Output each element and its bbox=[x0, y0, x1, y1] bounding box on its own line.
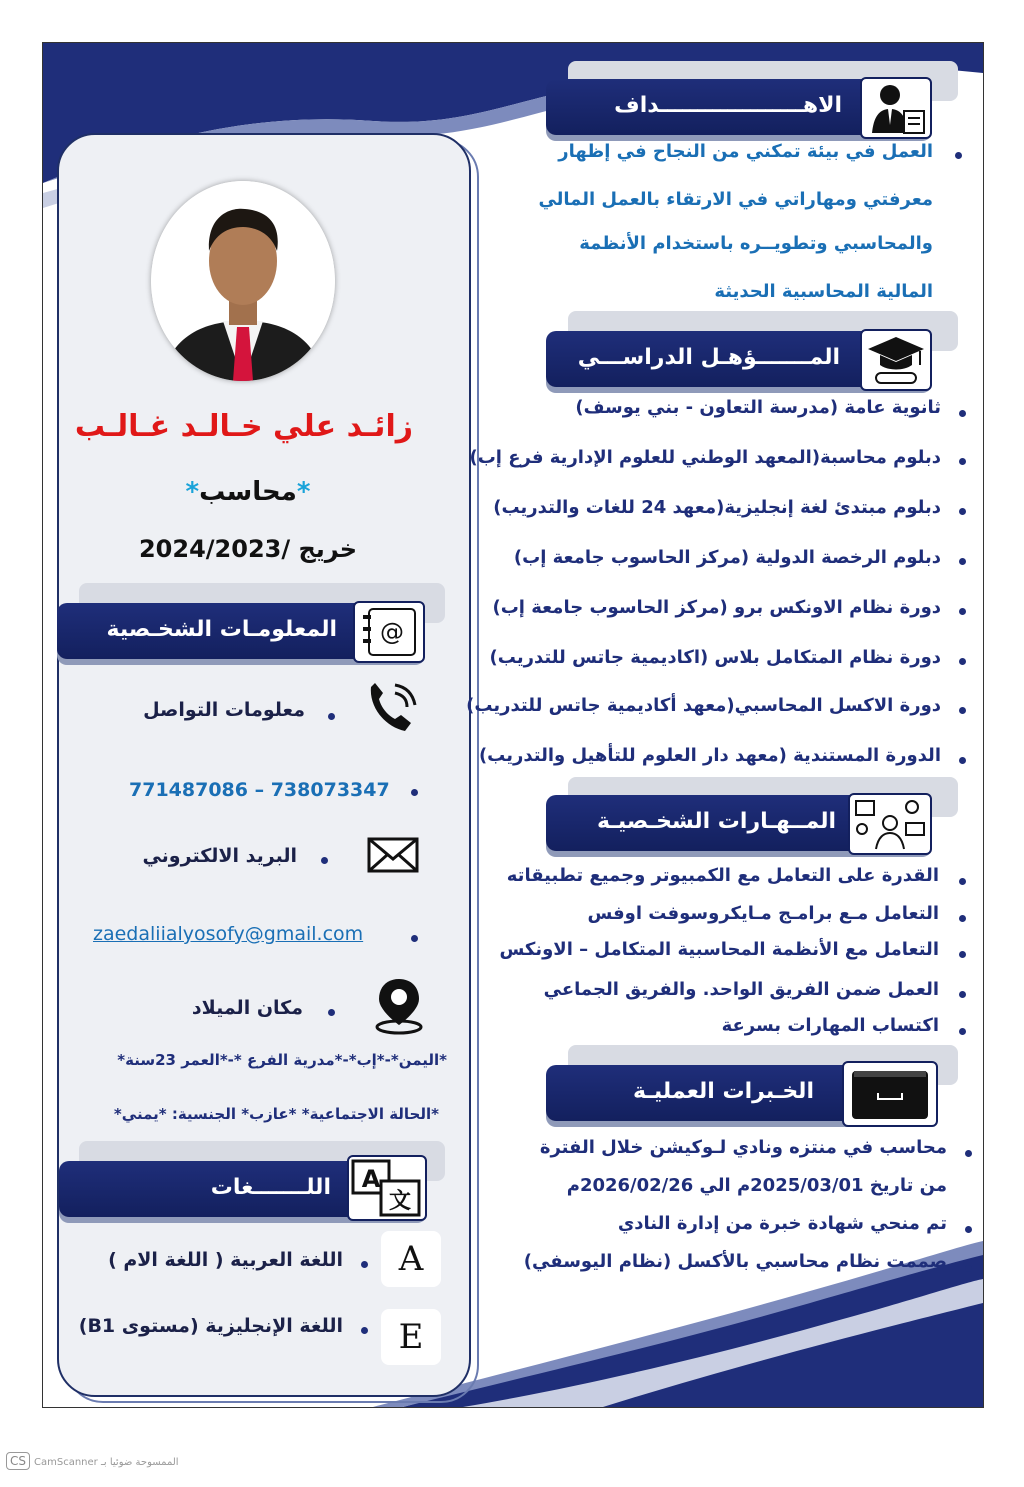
job-title-text: محاسب bbox=[199, 477, 297, 507]
translate-icon bbox=[347, 1155, 427, 1221]
phone-bullet bbox=[411, 789, 418, 796]
contact-label: معلومات التواصل bbox=[143, 699, 305, 721]
birthplace-bullet bbox=[328, 1009, 335, 1016]
location-pin-icon bbox=[371, 975, 427, 1035]
team-skills-icon bbox=[848, 793, 932, 855]
education-bullet bbox=[959, 757, 966, 764]
experience-heading: الخـبرات العمليـة bbox=[633, 1079, 814, 1104]
objectives-heading: الاهـــــــــــــــــــداف bbox=[614, 93, 842, 118]
education-bullet bbox=[959, 558, 966, 565]
skills-heading: المــهـارات الشخـصيـة bbox=[597, 809, 836, 834]
english-letter-icon: E bbox=[381, 1309, 441, 1365]
skill-item: العمل ضمن الفريق الواحد. والفريق الجماعي bbox=[543, 979, 939, 1000]
education-item: ثانوية عامة (مدرسة التعاون - بني يوسف) bbox=[575, 397, 941, 418]
personal-info-heading: المعلومـات الشخـصية bbox=[106, 617, 337, 642]
experience-banner bbox=[546, 1065, 932, 1121]
objectives-banner bbox=[546, 79, 932, 135]
businessman-icon bbox=[860, 77, 932, 139]
language-english: اللغة الإنجليزية (مستوى B1) bbox=[78, 1315, 343, 1337]
education-bullet bbox=[959, 707, 966, 714]
language-bullet bbox=[361, 1261, 368, 1268]
email-label: البريد الالكتروني bbox=[142, 845, 297, 867]
experience-bullet bbox=[965, 1226, 972, 1233]
job-star-right: * bbox=[185, 477, 200, 507]
job-star-left: * bbox=[296, 477, 311, 507]
scanner-text: CamScanner الممسوحة ضوئيا بـ bbox=[34, 1457, 179, 1468]
svg-text:A: A bbox=[361, 1165, 381, 1193]
education-bullet bbox=[959, 658, 966, 665]
experience-item: محاسب في منتزه ونادي لـوكيشن خلال الفترة bbox=[539, 1137, 947, 1158]
education-item: دورة نظام الاونكس برو (مركز الحاسوب جامعة إب) bbox=[492, 597, 941, 618]
skills-banner bbox=[546, 795, 932, 851]
objective-line: معرفتي ومهاراتي في الارتقاء بالعمل المالي bbox=[538, 189, 933, 210]
birthplace-label: مكان الميلاد bbox=[191, 997, 303, 1019]
email-bullet bbox=[411, 935, 418, 942]
arabic-letter-icon: A bbox=[381, 1231, 441, 1287]
svg-text:@: @ bbox=[380, 618, 404, 646]
contact-bullet bbox=[328, 713, 335, 720]
education-banner bbox=[546, 331, 932, 387]
objective-line: والمحاسبي وتطويــره باستخدام الأنظمة bbox=[579, 233, 933, 254]
skill-bullet bbox=[959, 1028, 966, 1035]
cv-page bbox=[42, 42, 984, 1408]
education-item: دورة نظام المتكامل بلاس (اكاديمية جاتس للتدريب) bbox=[489, 647, 941, 668]
envelope-icon bbox=[367, 835, 419, 875]
skill-item: التعامل مع الأنظمة المحاسبية المتكامل – الاونكس bbox=[499, 939, 939, 960]
svg-text:文: 文 bbox=[388, 1189, 412, 1214]
education-item: دبلوم محاسبة(المعهد الوطني للعلوم الإدارية فرع إب) bbox=[469, 447, 941, 468]
person-name: زائـد علي خـالـد غـالـب bbox=[74, 409, 413, 444]
briefcase-icon bbox=[842, 1061, 938, 1127]
education-heading: المـــــــؤهـل الدراســـي bbox=[577, 345, 840, 370]
skill-bullet bbox=[959, 878, 966, 885]
experience-item: صممت نظام محاسبي بالأكسل (نظام اليوسفي) bbox=[523, 1251, 947, 1272]
education-bullet bbox=[959, 410, 966, 417]
education-item: دورة الاكسل المحاسبي(معهد أكاديمية جاتس للتدريب) bbox=[466, 695, 941, 716]
skill-item: التعامل مـع برامـج مـايكروسوفت اوفس bbox=[587, 903, 939, 924]
graduation-year: خريج /2024/2023 bbox=[138, 535, 357, 563]
education-item: الدورة المستندية (معهد دار العلوم للتأهيل والتدريب) bbox=[478, 745, 941, 766]
languages-banner bbox=[59, 1161, 427, 1217]
experience-bullet bbox=[965, 1150, 972, 1157]
personal-info-banner bbox=[57, 603, 425, 659]
skill-item: اكتساب المهارات بسرعة bbox=[721, 1015, 939, 1036]
phone-numbers[interactable]: 771487086 – 738073347 bbox=[129, 779, 390, 801]
languages-heading: اللـــــــغات bbox=[210, 1175, 331, 1200]
birth-details: *اليمن*-*إب*-*مدرية الفرع *-*العمر 23سنة* bbox=[117, 1051, 447, 1069]
graduation-cap-icon bbox=[860, 329, 932, 391]
skill-bullet bbox=[959, 915, 966, 922]
contact-book-icon bbox=[353, 601, 425, 663]
profile-photo bbox=[151, 181, 335, 381]
language-bullet bbox=[361, 1327, 368, 1334]
experience-item: من تاريخ 2025/03/01م الي 2026/02/26م bbox=[566, 1175, 947, 1196]
marital-nationality: *الحالة الاجتماعية* *عازب* الجنسية: *يمني* bbox=[113, 1105, 439, 1123]
job-title bbox=[83, 477, 413, 507]
education-item: دبلوم مبتدئ لغة إنجليزية(معهد 24 للغات والتدريب) bbox=[493, 497, 941, 518]
email-link[interactable]: zaedaliialyosofy@gmail.com bbox=[93, 923, 364, 945]
education-bullet bbox=[959, 458, 966, 465]
education-bullet bbox=[959, 608, 966, 615]
experience-bullet bbox=[965, 1265, 972, 1272]
email-bullet-label bbox=[321, 857, 328, 864]
scanner-watermark bbox=[6, 1452, 179, 1470]
experience-item: تم منحي شهادة خبرة من إدارة النادي bbox=[617, 1213, 947, 1234]
education-bullet bbox=[959, 508, 966, 515]
camscanner-logo-icon: CS bbox=[6, 1452, 30, 1470]
objective-bullet bbox=[955, 152, 962, 159]
phone-icon bbox=[361, 677, 425, 737]
skill-bullet bbox=[959, 951, 966, 958]
language-arabic: اللغة العربية ( اللغة الام ) bbox=[108, 1249, 343, 1271]
objective-line: العمل في بيئة تمكني من النجاح في إظهار bbox=[558, 141, 933, 162]
skill-bullet bbox=[959, 991, 966, 998]
education-item: دبلوم الرخصة الدولية (مركز الحاسوب جامعة إب) bbox=[513, 547, 941, 568]
skill-item: القدرة على التعامل مع الكمبيوتر وجميع تطبيقاته bbox=[506, 865, 939, 886]
objective-line: المالية المحاسبية الحديثة bbox=[714, 281, 933, 302]
